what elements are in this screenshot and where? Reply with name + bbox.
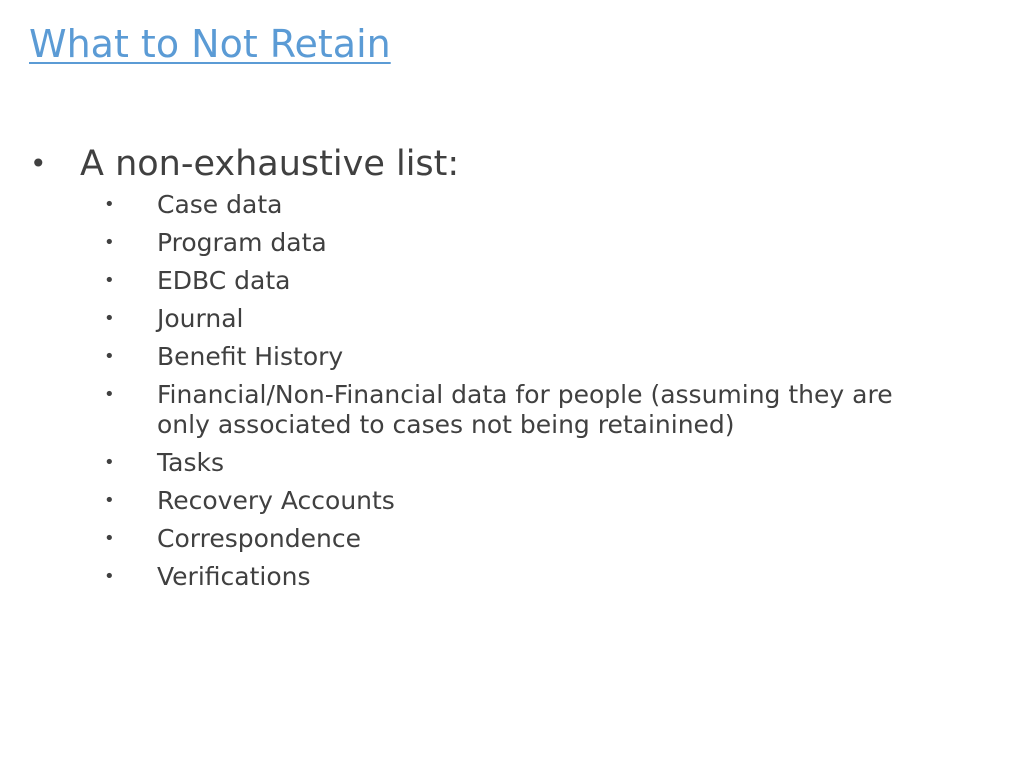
list-item-text: EDBC data (157, 266, 291, 295)
list-item (0, 342, 1024, 372)
list-item-text: Program data (157, 228, 327, 257)
slide-title: What to Not Retain (29, 22, 391, 66)
list-item (0, 448, 1024, 478)
list-item (0, 190, 1024, 220)
list-item (0, 228, 1024, 258)
list-item-text: Benefit History (157, 342, 344, 371)
bullet-icon: • (104, 528, 115, 549)
bullet-icon: • (104, 384, 115, 405)
list-item (0, 486, 1024, 516)
bullet-icon: • (104, 194, 115, 215)
list-item-text: Case data (157, 190, 283, 219)
list-item-text: Tasks (157, 448, 224, 477)
bullet-icon: • (104, 270, 115, 291)
bullet-icon: • (104, 346, 115, 367)
bullet-icon: • (104, 452, 115, 473)
list-item (0, 380, 1024, 440)
bullet-icon: • (30, 147, 47, 180)
main-bullet-row (0, 140, 1024, 188)
bullet-icon: • (104, 308, 115, 329)
list-item-text: Financial/Non-Financial data for people (assuming they are only associated to cases not being retainined) (157, 380, 893, 439)
bullet-list (0, 140, 1024, 591)
list-item (0, 304, 1024, 334)
list-item (0, 562, 1024, 592)
list-item-text: Correspondence (157, 524, 361, 553)
list-item (0, 266, 1024, 296)
list-item-text: Journal (157, 304, 244, 333)
list-item-text: Verifications (157, 562, 311, 591)
list-item-text: Recovery Accounts (157, 486, 395, 515)
bullet-icon: • (104, 232, 115, 253)
main-bullet-text: A non-exhaustive list: (80, 144, 460, 184)
sub-bullet-list (0, 190, 1024, 600)
bullet-icon: • (104, 566, 115, 587)
bullet-icon: • (104, 490, 115, 511)
list-item (0, 524, 1024, 554)
